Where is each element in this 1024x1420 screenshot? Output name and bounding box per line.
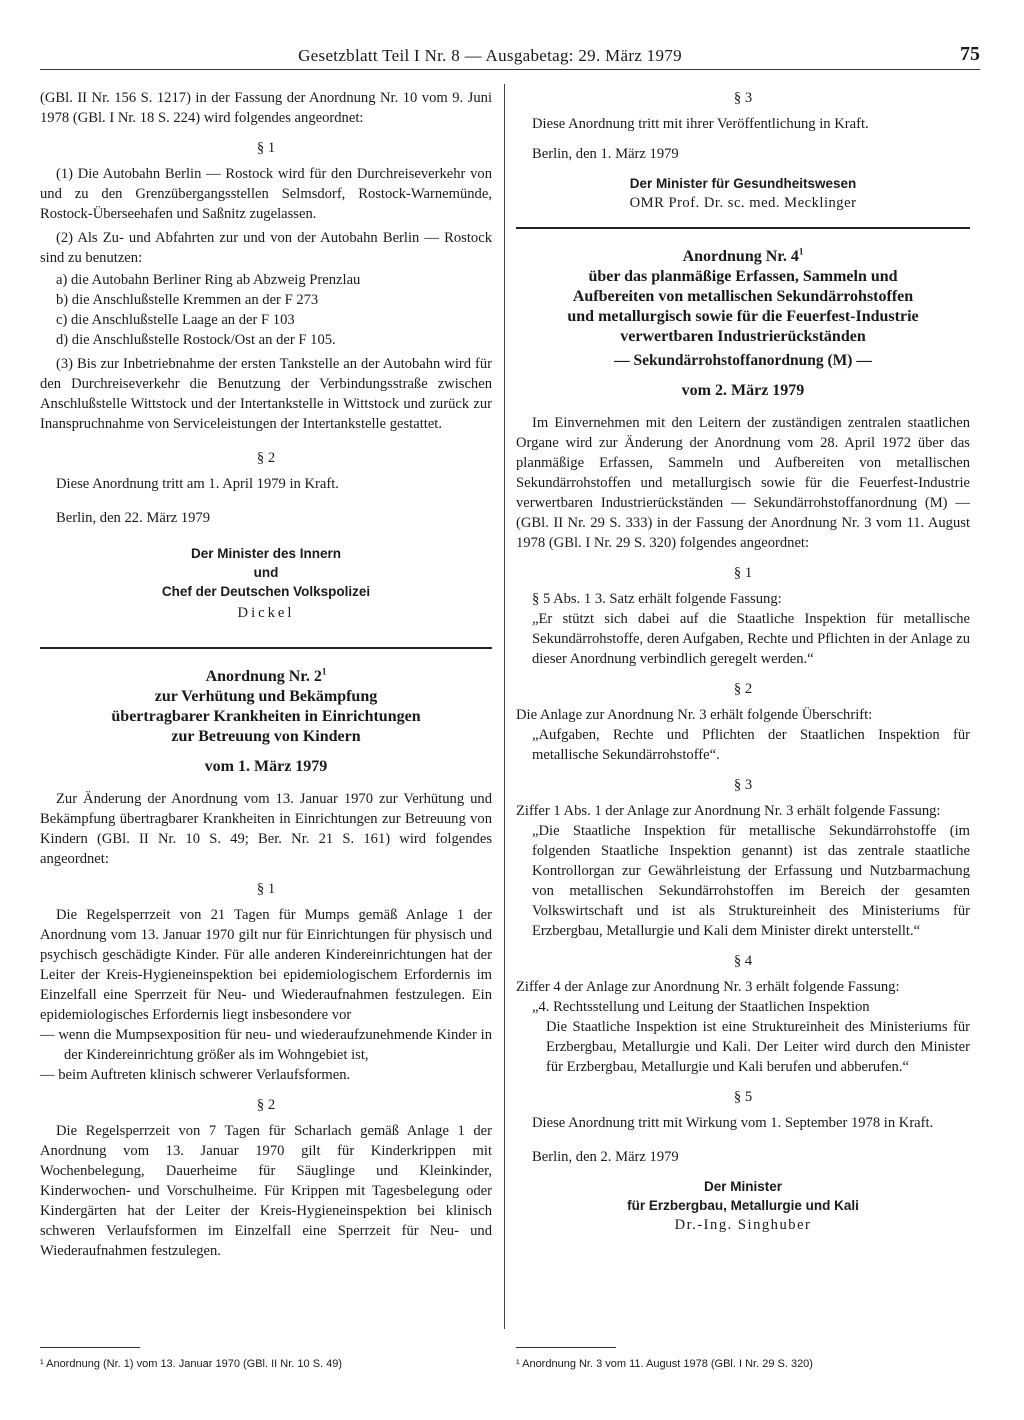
footnote: ¹ Anordnung Nr. 3 vom 11. August 1978 (GBl. I Nr. 29 S. 320): [516, 1358, 813, 1370]
list-item: c) die Anschlußstelle Laage an der F 103: [56, 312, 295, 328]
ordinance-subtitle: Aufbereiten von metallischen Sekundärrohstoffen: [572, 288, 914, 305]
date-line: Berlin, den 2. März 1979: [532, 1149, 679, 1165]
quoted-item: „4. Rechtsstellung und Leitung der Staatlichen Inspektion: [532, 999, 870, 1015]
dash-item: — wenn die Mumpsexposition für neu- und wiederaufzunehmende Kinder in der Kindereinrichtung größer als im Wohngebiet ist,: [40, 1027, 492, 1063]
ordinance-title: [516, 247, 970, 267]
list-item: d) die Anschlußstelle Rostock/Ost an der F 105.: [56, 332, 336, 348]
list-item: b) die Anschlußstelle Kremmen an der F 273: [56, 292, 319, 308]
section-rule: [516, 227, 970, 229]
section-heading: § 3: [733, 777, 753, 793]
paragraph: Ziffer 1 Abs. 1 der Anlage zur Anordnung Nr. 3 erhält folgende Fassung:: [516, 803, 941, 819]
ordinance-subtitle: übertragbarer Krankheiten in Einrichtungen: [111, 708, 421, 725]
ordinance-title-text: Anordnung Nr. 2: [205, 668, 322, 685]
section-heading: § 4: [733, 953, 753, 969]
quoted-text: „Er stützt sich dabei auf die Staatliche Inspektion für metallische Sekundärrohstoffe, deren Aufgaben, Rechte und Pflichten in der Anlage zu dieser Anordnung verbindlich geregelt werden.“: [532, 611, 970, 667]
paragraph: Zur Änderung der Anordnung vom 13. Januar 1970 zur Verhütung und Bekämpfung übertragbarer Krankheiten in Einrichtungen zur Betreuung von Kindern (GBl. II Nr. 10 S. 49; Ber. Nr. 21 S. 161) wird folgendes angeordnet:: [40, 791, 492, 867]
section-heading: § 2: [256, 450, 276, 466]
footnote-rule: [40, 1347, 140, 1348]
ordinance-subtitle: über das planmäßige Erfassen, Sammeln und: [588, 268, 898, 285]
paragraph: (3) Bis zur Inbetriebnahme der ersten Tankstelle an der Autobahn wird für den Durchreiseverkehr die Benutzung der Verbindungsstraße zwischen Anschlußstelle Wittstock und der Intertankstelle in Wittstock und zurück zur Inanspruchnahme von Serviceleistungen der Intertankstelle gestattet.: [40, 356, 492, 432]
footnote-rule: [516, 1347, 616, 1348]
footnote: ¹ Anordnung (Nr. 1) vom 13. Januar 1970 (GBl. II Nr. 10 S. 49): [40, 1358, 343, 1370]
section-heading: § 3: [733, 90, 753, 106]
left-column: [40, 88, 492, 1261]
signer-title: und: [253, 565, 279, 580]
list-item: a) die Autobahn Berliner Ring ab Abzweig Prenzlau: [56, 272, 361, 288]
signer-title: Der Minister für Gesundheitswesen: [629, 176, 857, 191]
section-heading: § 1: [733, 565, 753, 581]
section-heading: § 2: [733, 681, 753, 697]
quoted-text: „Die Staatliche Inspektion für metallische Sekundärrohstoffe (im folgenden Staatliche Inspektion genannt) ist das zentrale staatliche Kontrollorgan zur Gewährleistung der Erfassung und Nutzbarmachung von metallischen Sekundärrohstoffen im Bereich der gesamten Volkswirtschaft und ist als Struktureinheit des Ministeriums für Erzbergbau, Metallurgie und Kali dem Minister direkt unterstellt.“: [532, 823, 970, 939]
ordinance-short-title: — Sekundärrohstoffanordnung (M) —: [614, 352, 872, 369]
signer-title: für Erzbergbau, Metallurgie und Kali: [627, 1198, 859, 1213]
signature-block: [516, 1177, 970, 1235]
paragraph: Diese Anordnung tritt mit Wirkung vom 1. September 1978 in Kraft.: [532, 1115, 934, 1131]
signer-name: Dickel: [237, 605, 295, 621]
section-heading: § 5: [733, 1089, 753, 1105]
ordinance-subtitle: zur Betreuung von Kindern: [171, 728, 361, 745]
signature-block: [40, 544, 492, 623]
paragraph: § 5 Abs. 1 3. Satz erhält folgende Fassung:: [532, 591, 782, 607]
right-column: [516, 88, 970, 1235]
paragraph: Die Regelsperrzeit von 7 Tagen für Scharlach gemäß Anlage 1 der Anordnung vom 13. Januar 1970 gilt für Kinderkrippen mit Wochenbelegung, Dauerheime für Säuglinge und Kleinkinder, Kinderwochen- und Vorschulheime. Für Krippen mit Tagesbelegung oder Kindergärten hat der Leiter der Kreis-Hygieneinspektion bei klinisch schweren Verlaufsformen im Einzelfall eine Sperrzeit für Neu- und Wiederaufnahmen festzulegen.: [40, 1123, 492, 1259]
quoted-text: „Aufgaben, Rechte und Pflichten der Staatlichen Inspektion für metallische Sekundärrohstoffe“.: [532, 727, 970, 763]
page-number: 75: [960, 43, 980, 65]
signature-block: [516, 174, 970, 213]
ordinance-title: [40, 667, 492, 687]
paragraph: (2) Als Zu- und Abfahrten zur und von der Autobahn Berlin — Rostock sind zu benutzen:: [40, 230, 492, 266]
signer-title: Der Minister des Innern: [190, 546, 342, 561]
paragraph: Die Anlage zur Anordnung Nr. 3 erhält folgende Überschrift:: [516, 707, 873, 723]
paragraph: Diese Anordnung tritt am 1. April 1979 in Kraft.: [56, 476, 339, 492]
quoted-text: Die Staatliche Inspektion ist eine Struktureinheit des Ministeriums für Erzbergbau, Metallurgie und Kali. Der Leiter wird durch den Minister für Erzbergbau, Metallurgie und Kali berufen und abberufen.“: [546, 1019, 970, 1075]
dash-item: — beim Auftreten klinisch schwerer Verlaufsformen.: [40, 1067, 351, 1083]
column-divider: [504, 84, 505, 1329]
footnote-mark: 1: [798, 246, 804, 257]
ordinance-subtitle: verwertbaren Industrierückständen: [620, 328, 866, 345]
paragraph: (1) Die Autobahn Berlin — Rostock wird für den Durchreiseverkehr von und zu den Grenzübergangsstellen Selmsdorf, Rostock-Warnemünde, Rostock-Überseehafen und Saßnitz zugelassen.: [40, 166, 492, 222]
gazette-title: Gesetzblatt Teil I Nr. 8 — Ausgabetag: 29. März 1979: [298, 46, 682, 65]
footnote-mark: 1: [321, 666, 327, 677]
signer-name: OMR Prof. Dr. sc. med. Mecklinger: [629, 195, 857, 211]
date-line: Berlin, den 22. März 1979: [56, 510, 211, 526]
section-heading: § 1: [256, 881, 276, 897]
ordinance-subtitle: und metallurgisch sowie für die Feuerfest-Industrie: [567, 308, 919, 325]
paragraph: Ziffer 4 der Anlage zur Anordnung Nr. 3 erhält folgende Fassung:: [516, 979, 900, 995]
ordinance-date: vom 2. März 1979: [681, 382, 805, 399]
date-line: Berlin, den 1. März 1979: [532, 146, 679, 162]
signer-title: Chef der Deutschen Volkspolizei: [161, 584, 371, 599]
paragraph: Im Einvernehmen mit den Leitern der zuständigen zentralen staatlichen Organe wird zur Änderung der Anordnung vom 28. April 1972 über das planmäßige Erfassen, Sammeln und Aufbereiten von metallischen Sekundärrohstoffen und metallurgisch sowie für die Feuerfest-Industrie verwertbaren Industrierückständen — Sekundärrohstoffanordnung (M) — (GBl. II Nr. 29 S. 333) in der Fassung der Anordnung Nr. 3 vom 11. August 1978 (GBl. I Nr. 29 S. 320) folgendes angeordnet:: [516, 415, 970, 551]
list: [56, 270, 492, 350]
paragraph: Diese Anordnung tritt mit ihrer Veröffentlichung in Kraft.: [532, 116, 869, 132]
intro-paragraph: (GBl. II Nr. 156 S. 1217) in der Fassung der Anordnung Nr. 10 vom 9. Juni 1978 (GBl. I Nr. 18 S. 224) wird folgendes angeordnet:: [40, 90, 492, 126]
signer-name: Dr.-Ing. Singhuber: [674, 1217, 812, 1233]
header-rule: [40, 69, 980, 70]
ordinance-date: vom 1. März 1979: [204, 758, 328, 775]
section-rule: [40, 647, 492, 649]
section-heading: § 1: [256, 140, 276, 156]
signer-title: Der Minister: [703, 1179, 783, 1194]
ordinance-title-text: Anordnung Nr. 4: [682, 248, 799, 265]
section-heading: § 2: [256, 1097, 276, 1113]
page-header: [40, 44, 980, 70]
ordinance-subtitle: zur Verhütung und Bekämpfung: [154, 688, 378, 705]
paragraph: Die Regelsperrzeit von 21 Tagen für Mumps gemäß Anlage 1 der Anordnung vom 13. Januar 1970 gilt nur für Einrichtungen für physisch und psychisch geschädigte Kinder. Für alle anderen Kindereinrichtungen hat der Leiter der Kreis-Hygieneinspektion bei epidemiologischem Erfordernis im Einzelfall eine Sperrzeit für Neu- und Wiederaufnahmen festzulegen. Ein epidemiologisches Erfordernis liegt insbesondere vor: [40, 907, 492, 1023]
